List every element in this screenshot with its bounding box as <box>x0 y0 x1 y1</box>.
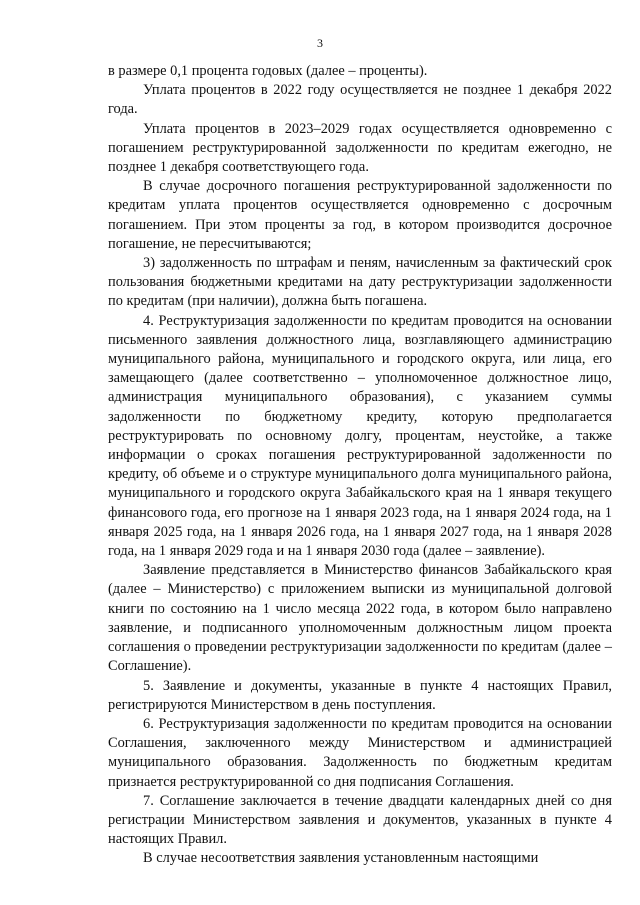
paragraph-item-6-agreement: 6. Реструктуризация задолженности по кредитам проводится на основании Соглашения, заключенного между Министерством и администрацией муниципального образования. Задолженность по бюджетным кредитам признается реструктурированной со дня подписания Соглашения. <box>108 715 612 790</box>
paragraph-early-repayment: В случае досрочного погашения реструктурированной задолженности по кредитам уплата процентов осуществляется одновременно с досрочным погашением. При этом проценты за год, в котором производится досрочное погашение, не пересчитываются; <box>108 178 612 252</box>
paragraph-application-submission: Заявление представляется в Министерство финансов Забайкальского края (далее – Министерство) с приложением выписки из муниципальной долговой книги по состоянию на 1 число месяца 2022 года, в котором было направлено заявление, и подписанного уполномоченным должностным лицом проекта соглашения о проведении реструктуризации задолженности по кредитам (далее – Соглашение). <box>108 562 612 675</box>
paragraph-item-3-penalties: 3) задолженность по штрафам и пеням, начисленным за фактический срок пользования бюджетными кредитами на дату реструктуризации задолженности по кредитам (при наличии), должна быть погашена. <box>108 255 612 310</box>
paragraph-interest-2023-2029: Уплата процентов в 2023–2029 годах осуществляется одновременно с погашением реструктурированной задолженности по кредитам ежегодно, не позднее 1 декабря соответствующего года. <box>108 120 612 176</box>
paragraph-item-5-registration: 5. Заявление и документы, указанные в пункте 4 настоящих Правил, регистрируются Министерством в день поступления. <box>108 677 612 713</box>
paragraph-item-4-restructuring: 4. Реструктуризация задолженности по кредитам проводится на основании письменного заявления должностного лица, возглавляющего администрацию муниципального района, муниципального и городского округа, или лица, его замещающего (далее соответственно – уполномоченное должностное лицо, администрация муниципального образования), с указанием суммы задолженности по бюджетному кредиту, которую предполагается реструктурировать по основному долгу, процентам, неустойке, а также информации о сроках погашения реструктурированной задолженности по кредиту, об объеме и о структуре муниципального долга муниципального района, муниципального и городского округа Забайкальского края на 1 января текущего финансового года, его прогнозе на 1 января 2023 года, на 1 января 2024 года, на 1 января 2025 года, на 1 января 2026 года, на 1 января 2027 года, на 1 января 2028 года, на 1 января 2029 года и на 1 января 2030 года (далее – заявление). <box>108 312 612 560</box>
paragraph-interest-2022: Уплата процентов в 2022 году осуществляется не позднее 1 декабря 2022 года. <box>108 82 612 118</box>
paragraph-interest-rate: в размере 0,1 процента годовых (далее – проценты). <box>108 63 428 79</box>
paragraph-noncompliance: В случае несоответствия заявления установленным настоящими <box>143 850 539 867</box>
paragraph-item-7-agreement-term: 7. Соглашение заключается в течение двадцати календарных дней со дня регистрации Министерством заявления и документов, указанных в пункте 4 настоящих Правил. <box>108 792 612 848</box>
document-body <box>108 62 612 869</box>
page-number: 3 <box>317 36 323 50</box>
